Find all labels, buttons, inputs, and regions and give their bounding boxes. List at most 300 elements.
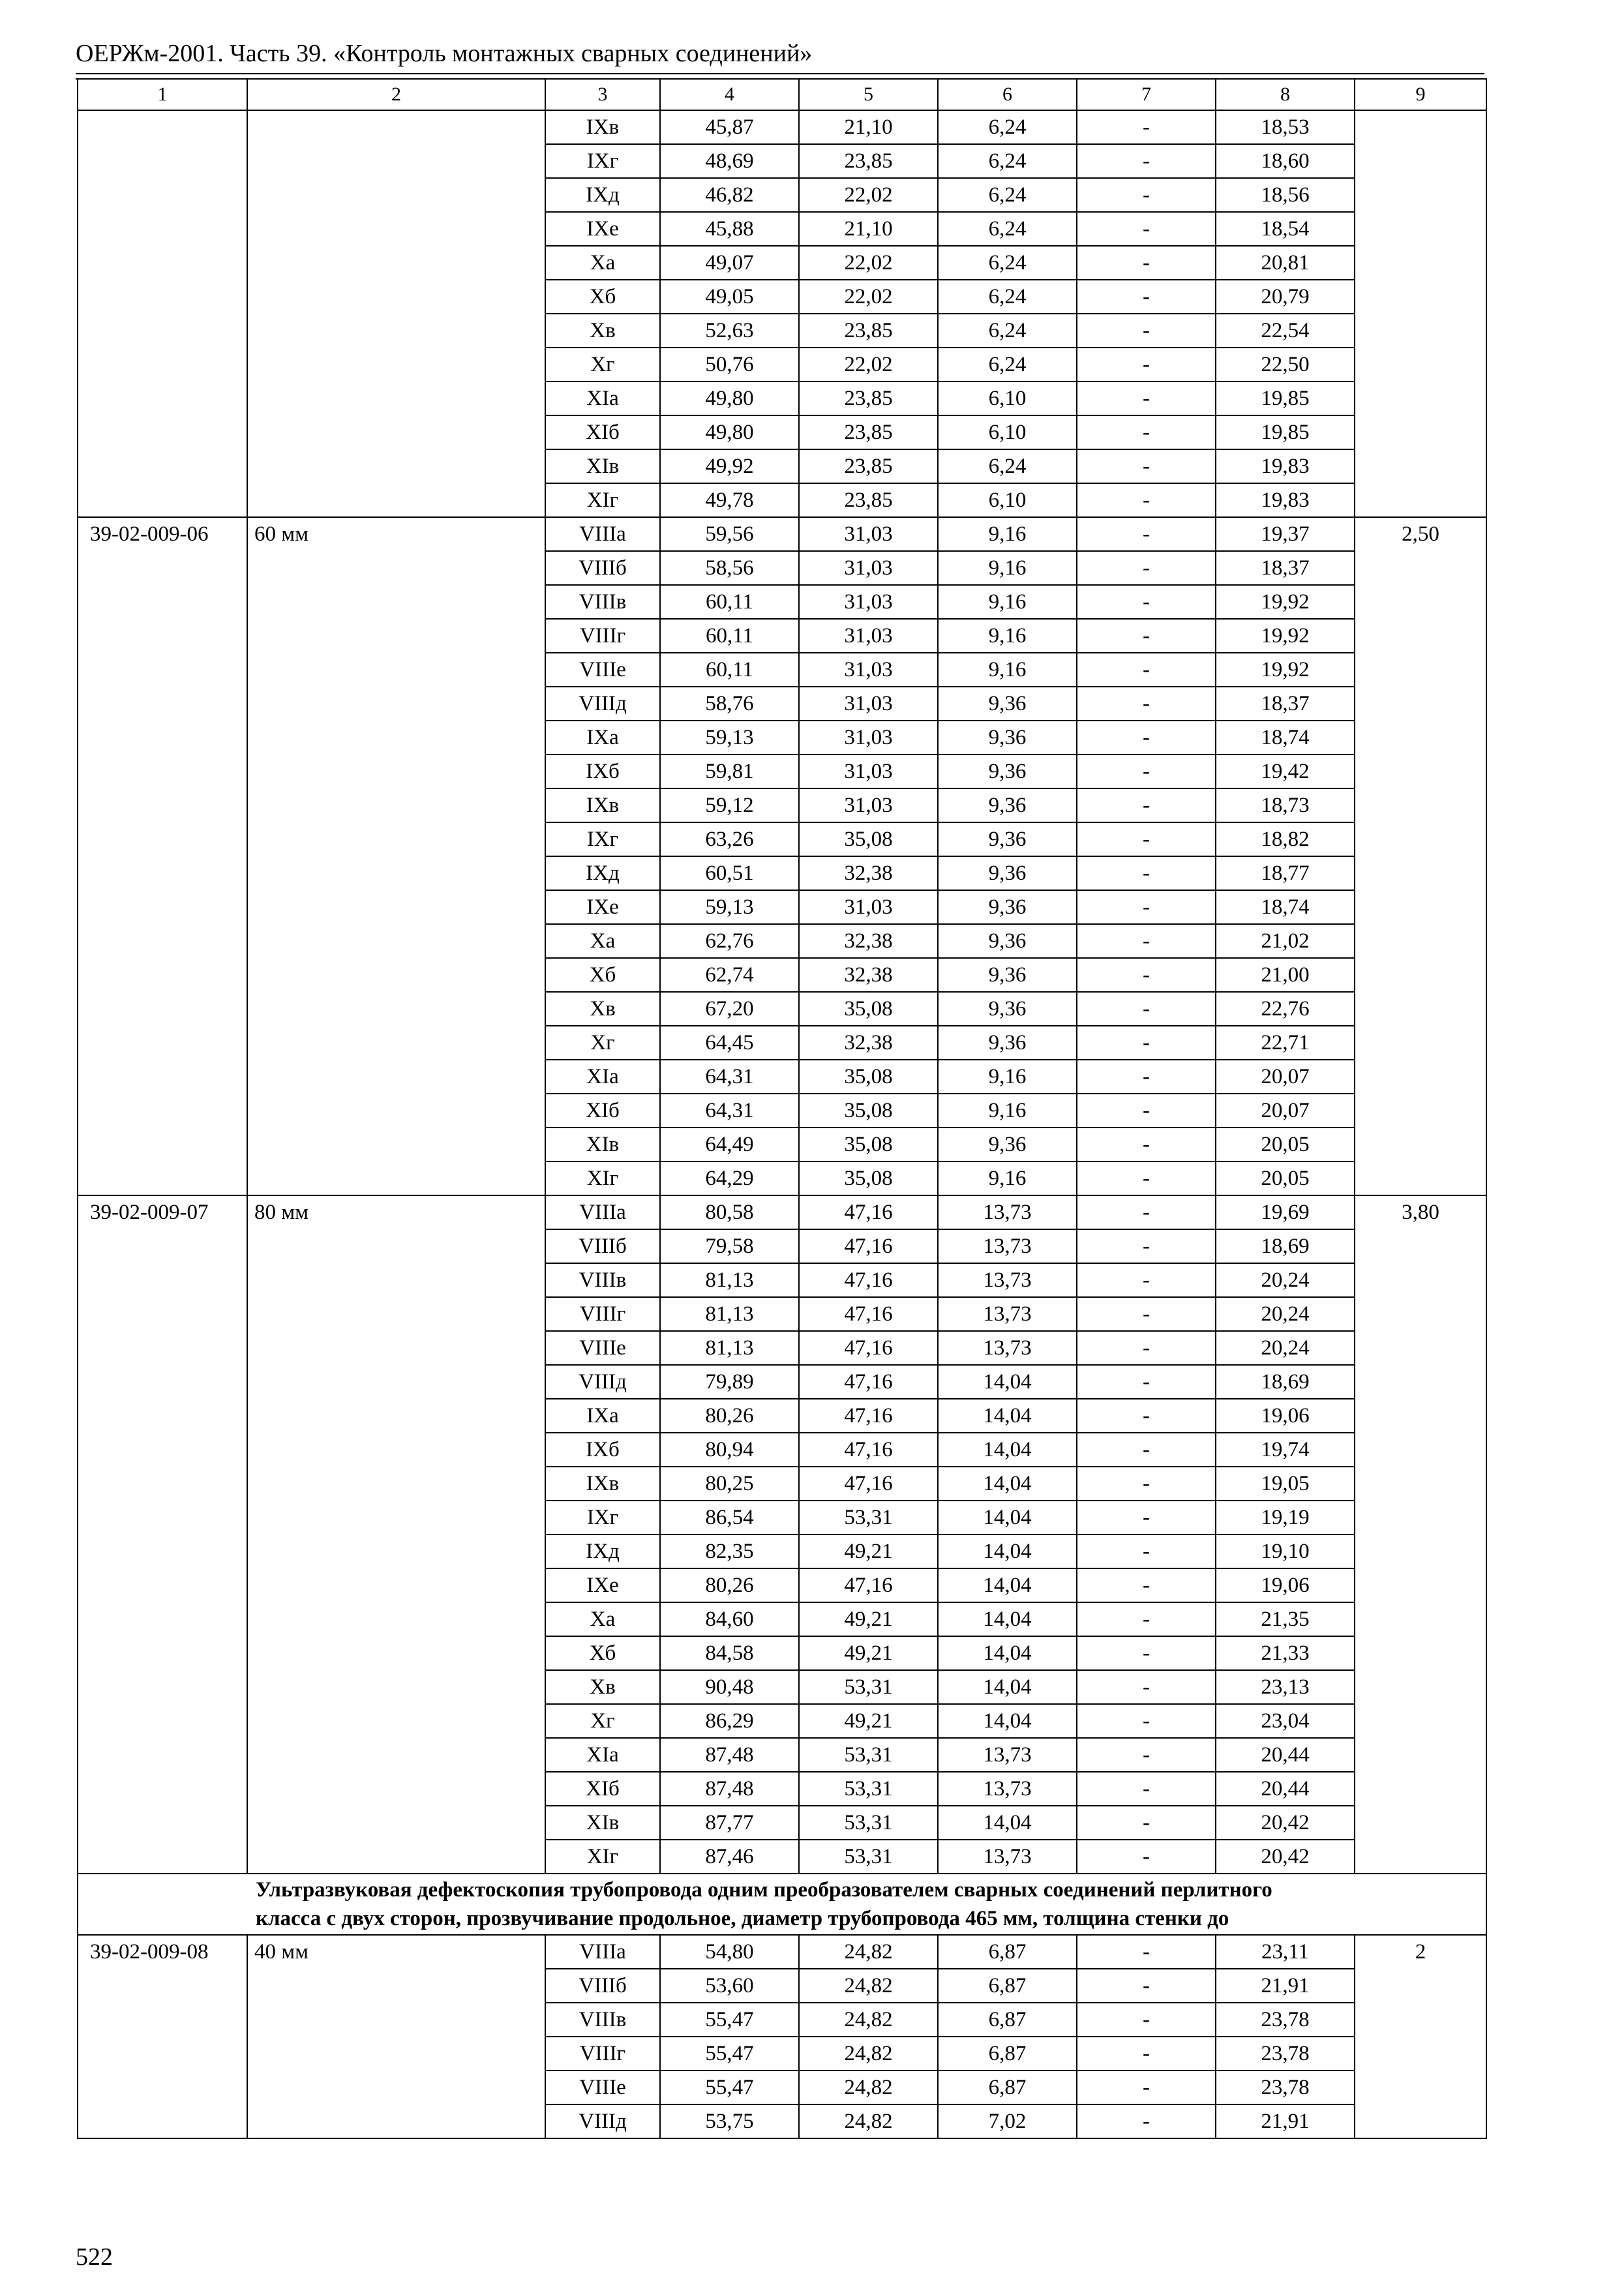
total-cost: 54,80 (660, 1935, 799, 1969)
machine-cost: 6,10 (938, 382, 1077, 415)
category: Xг (545, 1704, 660, 1738)
total-cost: 84,60 (660, 1602, 799, 1636)
materials: 19,92 (1216, 585, 1355, 619)
wall-thickness: 40 мм (247, 1935, 545, 2138)
wages: 21,10 (799, 212, 938, 246)
total-cost: 60,11 (660, 653, 799, 687)
materials: 20,07 (1216, 1094, 1355, 1128)
wages: 35,08 (799, 1128, 938, 1161)
category: IXе (545, 212, 660, 246)
column-number-header: 8 (1216, 79, 1355, 110)
total-cost: 49,05 (660, 280, 799, 314)
machine-cost: 6,24 (938, 110, 1077, 144)
driver-wages: - (1077, 1738, 1216, 1772)
materials: 21,91 (1216, 1969, 1355, 2003)
wages: 31,03 (799, 517, 938, 551)
driver-wages: - (1077, 1467, 1216, 1501)
labor-hours: 2 (1355, 1935, 1486, 2138)
driver-wages: - (1077, 822, 1216, 856)
wall-thickness: 80 мм (247, 1195, 545, 1874)
machine-cost: 6,87 (938, 2071, 1077, 2104)
category: VIIIв (545, 1263, 660, 1297)
driver-wages: - (1077, 110, 1216, 144)
materials: 19,83 (1216, 449, 1355, 483)
total-cost: 52,63 (660, 314, 799, 348)
category: VIIIд (545, 687, 660, 721)
materials: 18,74 (1216, 890, 1355, 924)
total-cost: 81,13 (660, 1297, 799, 1331)
total-cost: 55,47 (660, 2037, 799, 2071)
machine-cost: 9,36 (938, 992, 1077, 1026)
wages: 49,21 (799, 1704, 938, 1738)
driver-wages: - (1077, 1969, 1216, 2003)
total-cost: 90,48 (660, 1670, 799, 1704)
wages: 24,82 (799, 1969, 938, 2003)
materials: 19,92 (1216, 653, 1355, 687)
column-number-header: 4 (660, 79, 799, 110)
wages: 47,16 (799, 1399, 938, 1433)
category: VIIIг (545, 1297, 660, 1331)
machine-cost: 6,87 (938, 2003, 1077, 2037)
machine-cost: 9,36 (938, 1026, 1077, 1060)
category: Xг (545, 1026, 660, 1060)
category: IXа (545, 721, 660, 755)
total-cost: 62,76 (660, 924, 799, 958)
machine-cost: 6,87 (938, 1969, 1077, 2003)
total-cost: 60,51 (660, 856, 799, 890)
machine-cost: 14,04 (938, 1467, 1077, 1501)
machine-cost: 9,36 (938, 721, 1077, 755)
driver-wages: - (1077, 924, 1216, 958)
driver-wages: - (1077, 1060, 1216, 1094)
machine-cost: 13,73 (938, 1297, 1077, 1331)
column-number-header: 1 (78, 79, 247, 110)
rate-code (78, 110, 247, 517)
category: IXг (545, 144, 660, 178)
machine-cost: 9,36 (938, 856, 1077, 890)
machine-cost: 6,24 (938, 178, 1077, 212)
total-cost: 86,54 (660, 1501, 799, 1534)
total-cost: 64,45 (660, 1026, 799, 1060)
machine-cost: 6,24 (938, 212, 1077, 246)
wages: 35,08 (799, 1161, 938, 1195)
wages: 49,21 (799, 1534, 938, 1568)
wall-thickness (247, 110, 545, 517)
column-number-header: 9 (1355, 79, 1486, 110)
materials: 19,06 (1216, 1568, 1355, 1602)
driver-wages: - (1077, 1331, 1216, 1365)
rate-code: 39-02-009-06 (78, 517, 247, 1195)
machine-cost: 6,24 (938, 280, 1077, 314)
category: IXе (545, 1568, 660, 1602)
driver-wages: - (1077, 1636, 1216, 1670)
materials: 20,81 (1216, 246, 1355, 280)
wages: 31,03 (799, 619, 938, 653)
machine-cost: 9,36 (938, 958, 1077, 992)
total-cost: 80,94 (660, 1433, 799, 1467)
machine-cost: 14,04 (938, 1670, 1077, 1704)
column-number-header: 2 (247, 79, 545, 110)
total-cost: 49,07 (660, 246, 799, 280)
driver-wages: - (1077, 1568, 1216, 1602)
total-cost: 59,56 (660, 517, 799, 551)
total-cost: 59,13 (660, 721, 799, 755)
column-number-header: 6 (938, 79, 1077, 110)
materials: 20,05 (1216, 1128, 1355, 1161)
materials: 19,83 (1216, 483, 1355, 517)
category: Xв (545, 314, 660, 348)
materials: 18,60 (1216, 144, 1355, 178)
category: VIIIб (545, 1969, 660, 2003)
machine-cost: 9,36 (938, 1128, 1077, 1161)
column-number-header: 3 (545, 79, 660, 110)
machine-cost: 9,16 (938, 1094, 1077, 1128)
machine-cost: 13,73 (938, 1263, 1077, 1297)
category: XIв (545, 449, 660, 483)
section-heading-line: класса с двух сторон, прозвучивание продольное, диаметр трубопровода 465 мм, толщина стенки до (256, 1907, 1229, 1930)
labor-hours: 3,80 (1355, 1195, 1486, 1874)
driver-wages: - (1077, 992, 1216, 1026)
wages: 53,31 (799, 1501, 938, 1534)
category: VIIIб (545, 1229, 660, 1263)
driver-wages: - (1077, 1026, 1216, 1060)
wages: 35,08 (799, 1094, 938, 1128)
machine-cost: 14,04 (938, 1704, 1077, 1738)
machine-cost: 9,16 (938, 619, 1077, 653)
total-cost: 64,31 (660, 1060, 799, 1094)
driver-wages: - (1077, 1501, 1216, 1534)
category: VIIIб (545, 551, 660, 585)
materials: 21,00 (1216, 958, 1355, 992)
wages: 23,85 (799, 415, 938, 449)
driver-wages: - (1077, 1094, 1216, 1128)
wages: 32,38 (799, 958, 938, 992)
driver-wages: - (1077, 1670, 1216, 1704)
total-cost: 67,20 (660, 992, 799, 1026)
total-cost: 53,60 (660, 1969, 799, 2003)
materials: 18,82 (1216, 822, 1355, 856)
labor-hours (1355, 110, 1486, 517)
driver-wages: - (1077, 382, 1216, 415)
table-row (78, 517, 1486, 551)
category: IXг (545, 822, 660, 856)
materials: 21,02 (1216, 924, 1355, 958)
materials: 19,85 (1216, 415, 1355, 449)
materials: 20,24 (1216, 1331, 1355, 1365)
machine-cost: 6,24 (938, 314, 1077, 348)
driver-wages: - (1077, 1772, 1216, 1806)
total-cost: 87,48 (660, 1738, 799, 1772)
category: IXг (545, 1501, 660, 1534)
driver-wages: - (1077, 1704, 1216, 1738)
category: VIIIв (545, 2003, 660, 2037)
materials: 19,37 (1216, 517, 1355, 551)
driver-wages: - (1077, 890, 1216, 924)
materials: 21,33 (1216, 1636, 1355, 1670)
materials: 18,53 (1216, 110, 1355, 144)
wages: 49,21 (799, 1602, 938, 1636)
materials: 23,13 (1216, 1670, 1355, 1704)
materials: 19,85 (1216, 382, 1355, 415)
materials: 23,11 (1216, 1935, 1355, 1969)
materials: 20,24 (1216, 1263, 1355, 1297)
category: IXе (545, 890, 660, 924)
total-cost: 59,13 (660, 890, 799, 924)
wages: 47,16 (799, 1229, 938, 1263)
category: VIIIд (545, 2104, 660, 2138)
total-cost: 80,58 (660, 1195, 799, 1229)
driver-wages: - (1077, 958, 1216, 992)
materials: 18,74 (1216, 721, 1355, 755)
materials: 22,76 (1216, 992, 1355, 1026)
category: VIIIе (545, 1331, 660, 1365)
wages: 47,16 (799, 1365, 938, 1399)
category: XIв (545, 1806, 660, 1840)
total-cost: 64,49 (660, 1128, 799, 1161)
wages: 53,31 (799, 1840, 938, 1874)
total-cost: 82,35 (660, 1534, 799, 1568)
materials: 19,19 (1216, 1501, 1355, 1534)
wages: 24,82 (799, 2071, 938, 2104)
wages: 24,82 (799, 2037, 938, 2071)
machine-cost: 14,04 (938, 1399, 1077, 1433)
category: VIIIв (545, 585, 660, 619)
wall-thickness: 60 мм (247, 517, 545, 1195)
category: Xб (545, 1636, 660, 1670)
column-number-row (78, 79, 1486, 110)
materials: 19,06 (1216, 1399, 1355, 1433)
wages: 24,82 (799, 2104, 938, 2138)
wages: 35,08 (799, 822, 938, 856)
materials: 20,79 (1216, 280, 1355, 314)
driver-wages: - (1077, 517, 1216, 551)
materials: 20,42 (1216, 1806, 1355, 1840)
wages: 23,85 (799, 144, 938, 178)
category: VIIIа (545, 517, 660, 551)
materials: 18,37 (1216, 687, 1355, 721)
total-cost: 81,13 (660, 1263, 799, 1297)
table-body (78, 79, 1486, 2138)
category: VIIIг (545, 2037, 660, 2071)
wages: 24,82 (799, 1935, 938, 1969)
driver-wages: - (1077, 212, 1216, 246)
machine-cost: 13,73 (938, 1772, 1077, 1806)
category: VIIIе (545, 2071, 660, 2104)
driver-wages: - (1077, 1806, 1216, 1840)
wages: 31,03 (799, 788, 938, 822)
category: Xа (545, 924, 660, 958)
materials: 18,37 (1216, 551, 1355, 585)
category: VIIIа (545, 1195, 660, 1229)
section-heading (78, 1874, 1486, 1935)
wages: 31,03 (799, 551, 938, 585)
rate-code: 39-02-009-08 (78, 1935, 247, 2138)
category: IXб (545, 755, 660, 788)
materials: 19,42 (1216, 755, 1355, 788)
category: IXб (545, 1433, 660, 1467)
driver-wages: - (1077, 619, 1216, 653)
wages: 31,03 (799, 721, 938, 755)
category: IXа (545, 1399, 660, 1433)
machine-cost: 6,24 (938, 144, 1077, 178)
total-cost: 53,75 (660, 2104, 799, 2138)
driver-wages: - (1077, 1433, 1216, 1467)
materials: 23,78 (1216, 2071, 1355, 2104)
category: IXв (545, 788, 660, 822)
section-heading-line: Ультразвуковая дефектоскопия трубопровода одним преобразователем сварных соединений перлитного (256, 1878, 1272, 1902)
total-cost: 79,58 (660, 1229, 799, 1263)
materials: 21,35 (1216, 1602, 1355, 1636)
column-number-header: 7 (1077, 79, 1216, 110)
wages: 22,02 (799, 246, 938, 280)
driver-wages: - (1077, 755, 1216, 788)
driver-wages: - (1077, 1399, 1216, 1433)
wages: 32,38 (799, 1026, 938, 1060)
machine-cost: 9,16 (938, 1060, 1077, 1094)
driver-wages: - (1077, 1602, 1216, 1636)
materials: 18,54 (1216, 212, 1355, 246)
driver-wages: - (1077, 1195, 1216, 1229)
driver-wages: - (1077, 449, 1216, 483)
category: Xа (545, 246, 660, 280)
machine-cost: 9,16 (938, 585, 1077, 619)
category: XIб (545, 1772, 660, 1806)
wages: 31,03 (799, 755, 938, 788)
materials: 20,24 (1216, 1297, 1355, 1331)
wages: 31,03 (799, 585, 938, 619)
category: XIа (545, 382, 660, 415)
category: VIIIг (545, 619, 660, 653)
section-heading-row (78, 1874, 1486, 1935)
driver-wages: - (1077, 2104, 1216, 2138)
total-cost: 64,31 (660, 1094, 799, 1128)
machine-cost: 6,10 (938, 483, 1077, 517)
total-cost: 87,48 (660, 1772, 799, 1806)
category: XIб (545, 415, 660, 449)
wages: 23,85 (799, 483, 938, 517)
machine-cost: 14,04 (938, 1806, 1077, 1840)
materials: 23,04 (1216, 1704, 1355, 1738)
driver-wages: - (1077, 1263, 1216, 1297)
category: IXд (545, 856, 660, 890)
machine-cost: 9,16 (938, 517, 1077, 551)
wages: 53,31 (799, 1670, 938, 1704)
total-cost: 58,76 (660, 687, 799, 721)
materials: 18,69 (1216, 1365, 1355, 1399)
total-cost: 49,80 (660, 382, 799, 415)
driver-wages: - (1077, 1365, 1216, 1399)
table-row (78, 1195, 1486, 1229)
wages: 53,31 (799, 1772, 938, 1806)
total-cost: 46,82 (660, 178, 799, 212)
total-cost: 79,89 (660, 1365, 799, 1399)
category: VIIIд (545, 1365, 660, 1399)
materials: 19,92 (1216, 619, 1355, 653)
machine-cost: 9,16 (938, 551, 1077, 585)
wages: 49,21 (799, 1636, 938, 1670)
category: Xв (545, 1670, 660, 1704)
wages: 53,31 (799, 1738, 938, 1772)
driver-wages: - (1077, 551, 1216, 585)
category: XIг (545, 1840, 660, 1874)
machine-cost: 14,04 (938, 1636, 1077, 1670)
category: XIг (545, 1161, 660, 1195)
machine-cost: 14,04 (938, 1568, 1077, 1602)
materials: 20,44 (1216, 1772, 1355, 1806)
machine-cost: 6,24 (938, 348, 1077, 382)
category: IXд (545, 178, 660, 212)
wages: 35,08 (799, 1060, 938, 1094)
total-cost: 86,29 (660, 1704, 799, 1738)
driver-wages: - (1077, 2037, 1216, 2071)
category: IXв (545, 110, 660, 144)
driver-wages: - (1077, 2071, 1216, 2104)
rates-table (77, 78, 1487, 2139)
machine-cost: 13,73 (938, 1738, 1077, 1772)
wages: 22,02 (799, 280, 938, 314)
total-cost: 49,78 (660, 483, 799, 517)
machine-cost: 6,24 (938, 246, 1077, 280)
category: Xа (545, 1602, 660, 1636)
total-cost: 63,26 (660, 822, 799, 856)
column-number-header: 5 (799, 79, 938, 110)
materials: 22,54 (1216, 314, 1355, 348)
category: XIв (545, 1128, 660, 1161)
materials: 20,42 (1216, 1840, 1355, 1874)
driver-wages: - (1077, 246, 1216, 280)
machine-cost: 7,02 (938, 2104, 1077, 2138)
machine-cost: 9,16 (938, 653, 1077, 687)
document-title: ОЕРЖм-2001. Часть 39. «Контроль монтажных сварных соединений» (76, 40, 813, 67)
wages: 31,03 (799, 687, 938, 721)
wages: 35,08 (799, 992, 938, 1026)
machine-cost: 13,73 (938, 1840, 1077, 1874)
total-cost: 48,69 (660, 144, 799, 178)
total-cost: 60,11 (660, 619, 799, 653)
total-cost: 60,11 (660, 585, 799, 619)
machine-cost: 13,73 (938, 1195, 1077, 1229)
driver-wages: - (1077, 1935, 1216, 1969)
wages: 47,16 (799, 1297, 938, 1331)
total-cost: 55,47 (660, 2003, 799, 2037)
machine-cost: 13,73 (938, 1331, 1077, 1365)
driver-wages: - (1077, 856, 1216, 890)
wages: 23,85 (799, 314, 938, 348)
page-header (76, 38, 1484, 69)
table-row (78, 110, 1486, 144)
wages: 23,85 (799, 449, 938, 483)
wages: 22,02 (799, 178, 938, 212)
materials: 22,50 (1216, 348, 1355, 382)
wages: 22,02 (799, 348, 938, 382)
wages: 31,03 (799, 653, 938, 687)
machine-cost: 9,36 (938, 822, 1077, 856)
machine-cost: 9,16 (938, 1161, 1077, 1195)
materials: 20,44 (1216, 1738, 1355, 1772)
total-cost: 62,74 (660, 958, 799, 992)
total-cost: 87,46 (660, 1840, 799, 1874)
driver-wages: - (1077, 1840, 1216, 1874)
driver-wages: - (1077, 1128, 1216, 1161)
wages: 47,16 (799, 1263, 938, 1297)
machine-cost: 14,04 (938, 1602, 1077, 1636)
machine-cost: 9,36 (938, 890, 1077, 924)
driver-wages: - (1077, 788, 1216, 822)
driver-wages: - (1077, 483, 1216, 517)
wages: 47,16 (799, 1433, 938, 1467)
driver-wages: - (1077, 653, 1216, 687)
wages: 32,38 (799, 856, 938, 890)
